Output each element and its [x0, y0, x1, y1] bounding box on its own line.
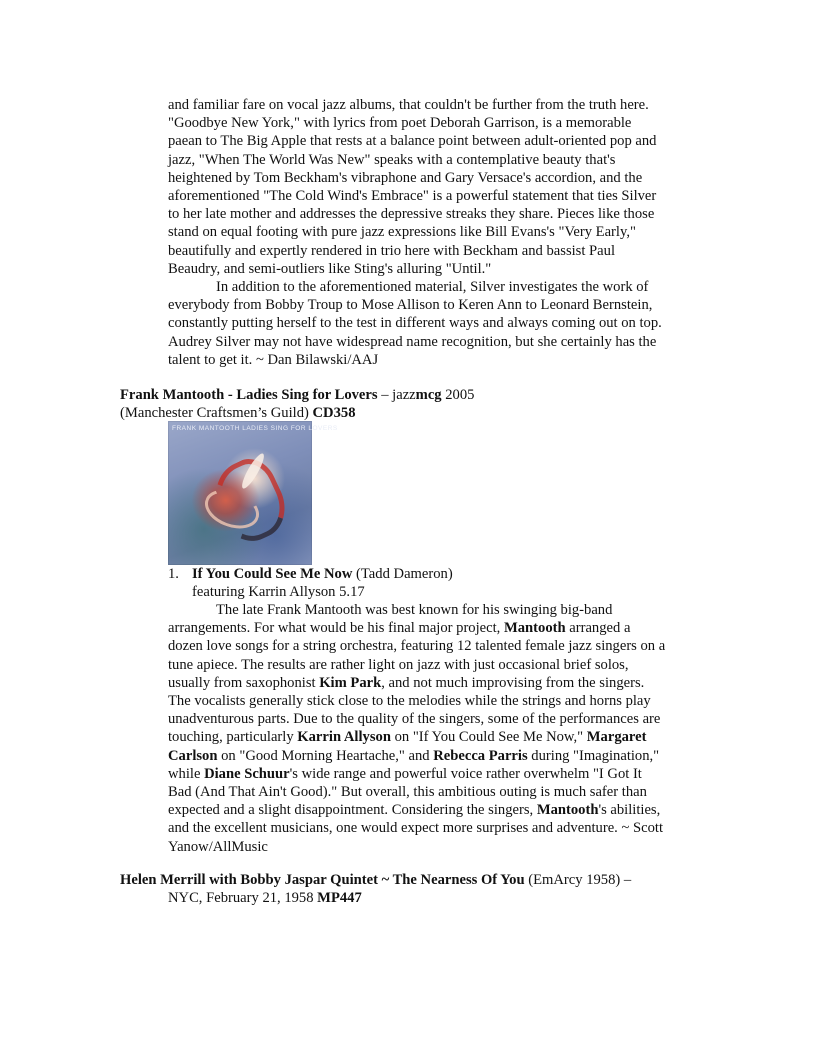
text-run: tune apiece. The results are rather light on jazz with just occasional brief solos,: [168, 656, 629, 673]
text-run: The late Frank Mantooth was best known for his swinging big-band: [216, 602, 613, 618]
album-title: Frank Mantooth - Ladies Sing for Lovers: [120, 387, 378, 403]
album-heading-merrill: [120, 871, 631, 889]
text-line: [168, 619, 708, 637]
bold-name: Mantooth: [536, 802, 599, 819]
text-run: expected and a slight disappointment. Considering the singers,: [168, 802, 537, 819]
text-line: [168, 765, 708, 783]
review-paragraph-1: [168, 96, 708, 278]
text-line: [168, 710, 708, 728]
album-label-prefix: – jazz: [377, 387, 416, 403]
text-line: Beaudry, and semi-outliers like Sting's alluring "Until.": [168, 260, 492, 277]
album-cover-image: [168, 421, 338, 565]
bold-name: Diane Schuur: [204, 765, 290, 782]
text-run: arranged a: [565, 620, 631, 637]
text-run: usually from saxophonist: [168, 674, 320, 691]
text-line: [168, 747, 708, 765]
text-line: [168, 692, 708, 710]
bold-name: Kim Park: [319, 674, 382, 691]
album-catalog-number: CD358: [312, 405, 356, 421]
album-label-line: [120, 404, 356, 422]
review-continuation: [168, 96, 708, 369]
track-composer: (Tadd Dameron): [352, 566, 453, 582]
text-line: constantly putting herself to the test in different ways and always coming out on top.: [168, 315, 662, 332]
bold-name: Margaret: [586, 729, 647, 746]
album-label: (Manchester Craftsmen’s Guild): [120, 405, 313, 421]
review-paragraph: [168, 601, 708, 856]
text-run: The vocalists generally stick close to the melodies while the strings and horns play: [168, 693, 651, 710]
text-line: [168, 838, 708, 856]
text-line: [168, 674, 708, 692]
text-line: [168, 819, 708, 837]
text-line: stand on equal footing with pure jazz expressions like Bill Evans's "Very Early,": [168, 224, 636, 241]
text-line: "Goodbye New York," with lyrics from poet Deborah Garrison, is a memorable: [168, 115, 632, 132]
text-run: , and not much improvising from the singers.: [381, 674, 645, 691]
track-number: 1.: [168, 566, 179, 582]
text-run: 's abilities,: [598, 802, 661, 819]
track-line: [192, 565, 453, 583]
text-run: Bad (And That Ain't Good)." But overall, this ambitious outing is much safer than: [168, 784, 647, 801]
bold-name: Rebecca Parris: [433, 747, 528, 764]
album-title: Helen Merrill with Bobby Jaspar Quintet ~ The Nearness Of You: [120, 872, 525, 888]
text-line: paean to The Big Apple that rests at a balance point between adult-oriented pop and: [168, 133, 657, 150]
text-line: [168, 783, 708, 801]
text-line: jazz, "When The World Was New" speaks with a contemplative beauty that's: [168, 151, 616, 168]
bold-name: Karrin Allyson: [297, 729, 391, 746]
album-cover-text: FRANK MANTOOTH LADIES SING FOR LOVERS: [172, 425, 338, 432]
text-run: 's wide range and powerful voice rather overwhelm "I Got It: [289, 765, 642, 782]
text-run: and the excellent musicians, one would expect more surprises and adventure. ~ Scott: [168, 820, 664, 837]
text-run: during "Imagination,": [527, 747, 660, 764]
text-line: everybody from Bobby Troup to Mose Allison to Keren Ann to Leonard Bernstein,: [168, 297, 653, 314]
text-line: In addition to the aforementioned material, Silver investigates the work of: [216, 279, 649, 296]
text-line: and familiar fare on vocal jazz albums, that couldn't be further from the truth here.: [168, 97, 649, 113]
album-catalog-number: MP447: [317, 890, 362, 906]
bold-name: Carlson: [168, 747, 218, 764]
text-run: dozen love songs for a string orchestra, featuring 12 talented female jazz singers on a: [168, 638, 666, 655]
album-heading-mantooth: [120, 386, 474, 404]
text-run: Yanow/AllMusic: [168, 838, 268, 855]
album-session-line: [168, 889, 362, 907]
album-year: 2005: [441, 387, 475, 403]
text-run: touching, particularly: [168, 729, 298, 746]
text-line: to her late mother and addresses the depressive streaks they share. Pieces like those: [168, 206, 655, 223]
text-run: on "Good Morning Heartache," and: [217, 747, 434, 764]
bold-name: Mantooth: [503, 620, 566, 637]
album-label-mcg: mcg: [415, 387, 442, 403]
session-info: NYC, February 21, 1958: [168, 890, 318, 906]
text-line: aforementioned "The Cold Wind's Embrace" is a powerful statement that ties Silver: [168, 188, 657, 205]
text-line: [168, 637, 708, 655]
text-run: arrangements. For what would be his final major project,: [168, 620, 504, 637]
album-review-mantooth: [168, 601, 708, 856]
text-run: while: [168, 765, 205, 782]
text-line: talent to get it. ~ Dan Bilawski/AAJ: [168, 351, 379, 368]
text-line: [168, 656, 708, 674]
album-label-year: (EmArcy 1958) –: [524, 872, 632, 888]
review-paragraph-2: [168, 278, 708, 369]
text-line: Audrey Silver may not have widespread name recognition, but she certainly has the: [168, 333, 657, 350]
text-run: on "If You Could See Me Now,": [390, 729, 587, 746]
track-featuring: featuring Karrin Allyson 5.17: [192, 584, 365, 600]
track-title: If You Could See Me Now: [192, 566, 353, 582]
text-line: [168, 801, 708, 819]
text-line: [168, 601, 708, 619]
text-run: unadventurous parts. Due to the quality of the singers, some of the performances are: [168, 711, 661, 728]
text-line: heightened by Tom Beckham's vibraphone and Gary Versace's accordion, and the: [168, 169, 643, 186]
text-line: [168, 728, 708, 746]
text-line: beautifully and expertly rendered in trio here with Beckham and bassist Paul: [168, 242, 616, 259]
